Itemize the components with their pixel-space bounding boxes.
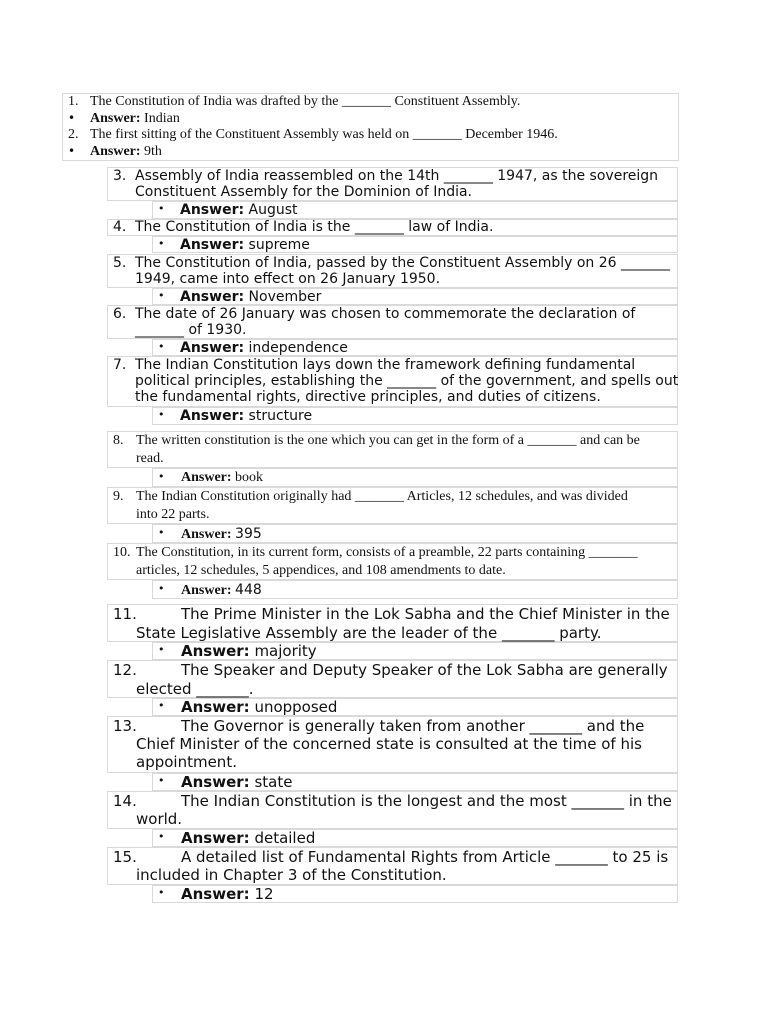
question-number: 4. — [113, 219, 127, 235]
question-number: 3. — [113, 168, 127, 184]
answer-box — [152, 642, 678, 660]
answer-value: Indian — [144, 111, 180, 126]
answer-row — [181, 642, 317, 660]
question-number: 1. — [68, 94, 79, 109]
answer-label: Answer: — [180, 237, 245, 253]
answer-row — [90, 144, 162, 160]
question-text: political principles, establishing the _______ of the government, and spells out — [135, 373, 679, 389]
answer-value: majority — [254, 642, 317, 660]
bullet-icon: • — [158, 237, 165, 250]
bullet-icon: • — [158, 582, 165, 595]
question-box — [107, 305, 678, 339]
question-number: 5. — [113, 255, 127, 271]
question-text: Chief Minister of the concerned state is consulted at the time of his — [136, 735, 642, 753]
question-text: The Indian Constitution lays down the framework defining fundamental — [135, 357, 636, 373]
answer-row — [90, 111, 180, 127]
answer-label: Answer: — [181, 773, 250, 791]
question-text: The Speaker and Deputy Speaker of the Lok Sabha are generally — [181, 661, 668, 679]
answer-value: state — [254, 773, 293, 791]
answer-row — [181, 526, 262, 543]
question-text: into 22 parts. — [136, 507, 210, 522]
answer-value: unopposed — [254, 698, 338, 716]
question-number: 2. — [68, 127, 79, 142]
answer-box — [152, 698, 678, 716]
answer-box — [152, 580, 678, 599]
question-number: 9. — [113, 489, 124, 504]
answer-row — [181, 470, 263, 486]
question-text: The Governor is generally taken from another _______ and the — [181, 717, 645, 735]
answer-box — [152, 829, 678, 847]
answer-row — [180, 408, 312, 424]
question-number: 13. — [113, 717, 137, 735]
answer-label: Answer: — [180, 340, 245, 356]
question-number: 7. — [113, 357, 127, 373]
answer-label: Answer: — [181, 698, 250, 716]
answer-label: Answer: — [181, 470, 232, 485]
answer-value: 12 — [254, 885, 274, 903]
answer-row — [181, 773, 292, 791]
question-text: appointment. — [136, 753, 237, 771]
question-text: The Constitution of India, passed by the Constituent Assembly on 26 _______ — [135, 255, 671, 271]
question-text: 1949, came into effect on 26 January 1950. — [135, 271, 441, 287]
answer-row — [181, 829, 315, 847]
answer-value: 9th — [144, 144, 162, 159]
question-text: The Indian Constitution originally had _______ Articles, 12 schedules, and was divided — [136, 489, 628, 504]
answer-label: Answer: — [180, 202, 245, 218]
answer-row — [180, 289, 321, 305]
bullet-icon: • — [158, 526, 165, 539]
answer-box — [152, 885, 678, 903]
answer-label: Answer: — [181, 527, 232, 542]
question-text: State Legislative Assembly are the leader of the _______ party. — [136, 624, 602, 642]
answer-label: Answer: — [181, 583, 232, 598]
bullet-icon: • — [158, 774, 165, 787]
answer-value: 395 — [235, 526, 262, 542]
question-box — [107, 167, 678, 201]
question-text: articles, 12 schedules, 5 appendices, and 108 amendments to date. — [136, 563, 506, 578]
answer-box — [152, 468, 678, 487]
bullet-icon: • — [158, 830, 165, 843]
question-text: The Prime Minister in the Lok Sabha and the Chief Minister in the — [181, 605, 670, 623]
answer-row — [181, 885, 274, 903]
question-text: The Constitution, in its current form, consists of a preamble, 22 parts containing _______ — [136, 545, 638, 560]
answer-box — [152, 339, 678, 356]
question-box — [107, 356, 678, 407]
answer-row — [180, 237, 310, 253]
bullet-icon: • — [158, 202, 165, 215]
answer-label: Answer: — [181, 829, 250, 847]
answer-value: structure — [248, 408, 313, 424]
question-box — [107, 543, 678, 580]
answer-label: Answer: — [181, 885, 250, 903]
answer-value: independence — [248, 340, 348, 356]
answer-label: Answer: — [180, 289, 245, 305]
bullet-icon: • — [158, 643, 165, 656]
question-text: The date of 26 January was chosen to commemorate the declaration of — [135, 306, 636, 322]
answer-value: 448 — [235, 582, 262, 598]
answer-box — [152, 201, 678, 219]
question-box — [107, 219, 678, 236]
question-text: read. — [136, 451, 164, 466]
question-number: 11. — [113, 605, 137, 623]
bullet-icon: • — [68, 144, 76, 158]
question-box — [107, 604, 678, 642]
question-text: elected _______. — [136, 680, 254, 698]
question-box — [107, 847, 678, 885]
answer-box — [152, 288, 678, 305]
answer-value: supreme — [248, 237, 310, 253]
question-box — [107, 660, 678, 698]
question-text: The Constitution of India is the _______ law of India. — [135, 219, 494, 235]
question-text: world. — [136, 810, 183, 828]
answer-label: Answer: — [90, 111, 141, 126]
top-question-block — [62, 93, 679, 161]
question-text: included in Chapter 3 of the Constitution. — [136, 866, 447, 884]
question-text: A detailed list of Fundamental Rights from Article _______ to 25 is — [181, 848, 669, 866]
answer-row — [181, 582, 262, 599]
answer-value: August — [248, 202, 298, 218]
answer-box — [152, 407, 678, 425]
bullet-icon: • — [158, 340, 165, 353]
question-box — [107, 431, 678, 468]
answer-label: Answer: — [90, 144, 141, 159]
question-number: 12. — [113, 661, 137, 679]
question-text: The written constitution is the one which you can get in the form of a _______ and can be — [136, 433, 640, 448]
answer-row — [180, 202, 298, 218]
question-text: Assembly of India reassembled on the 14th _______ 1947, as the sovereign — [135, 168, 659, 184]
answer-row — [180, 340, 348, 356]
answer-box — [152, 236, 678, 253]
question-box — [107, 487, 678, 524]
question-text: the fundamental rights, directive principles, and duties of citizens. — [135, 389, 601, 405]
bullet-icon: • — [158, 699, 165, 712]
question-box — [107, 716, 678, 773]
question-box — [107, 254, 678, 288]
question-number: 6. — [113, 306, 127, 322]
answer-row — [181, 698, 337, 716]
bullet-icon: • — [68, 111, 76, 125]
question-number: 14. — [113, 792, 137, 810]
bullet-icon: • — [158, 470, 165, 483]
bullet-icon: • — [158, 886, 165, 899]
question-text: The Constitution of India was drafted by the _______ Constituent Assembly. — [90, 94, 521, 109]
answer-value: detailed — [254, 829, 316, 847]
answer-box — [152, 773, 678, 791]
answer-value: November — [248, 289, 322, 305]
question-text: _______ of 1930. — [135, 322, 247, 338]
question-text: Constituent Assembly for the Dominion of India. — [135, 184, 473, 200]
question-box — [107, 791, 678, 829]
question-number: 8. — [113, 433, 124, 448]
bullet-icon: • — [158, 408, 165, 421]
question-number: 10. — [113, 545, 131, 560]
answer-box — [152, 524, 678, 543]
question-text: The Indian Constitution is the longest and the most _______ in the — [181, 792, 672, 810]
question-number: 15. — [113, 848, 137, 866]
bullet-icon: • — [158, 289, 165, 302]
answer-label: Answer: — [180, 408, 245, 424]
question-text: The first sitting of the Constituent Assembly was held on _______ December 1946. — [90, 127, 558, 142]
answer-label: Answer: — [181, 642, 250, 660]
answer-value: book — [235, 470, 264, 485]
